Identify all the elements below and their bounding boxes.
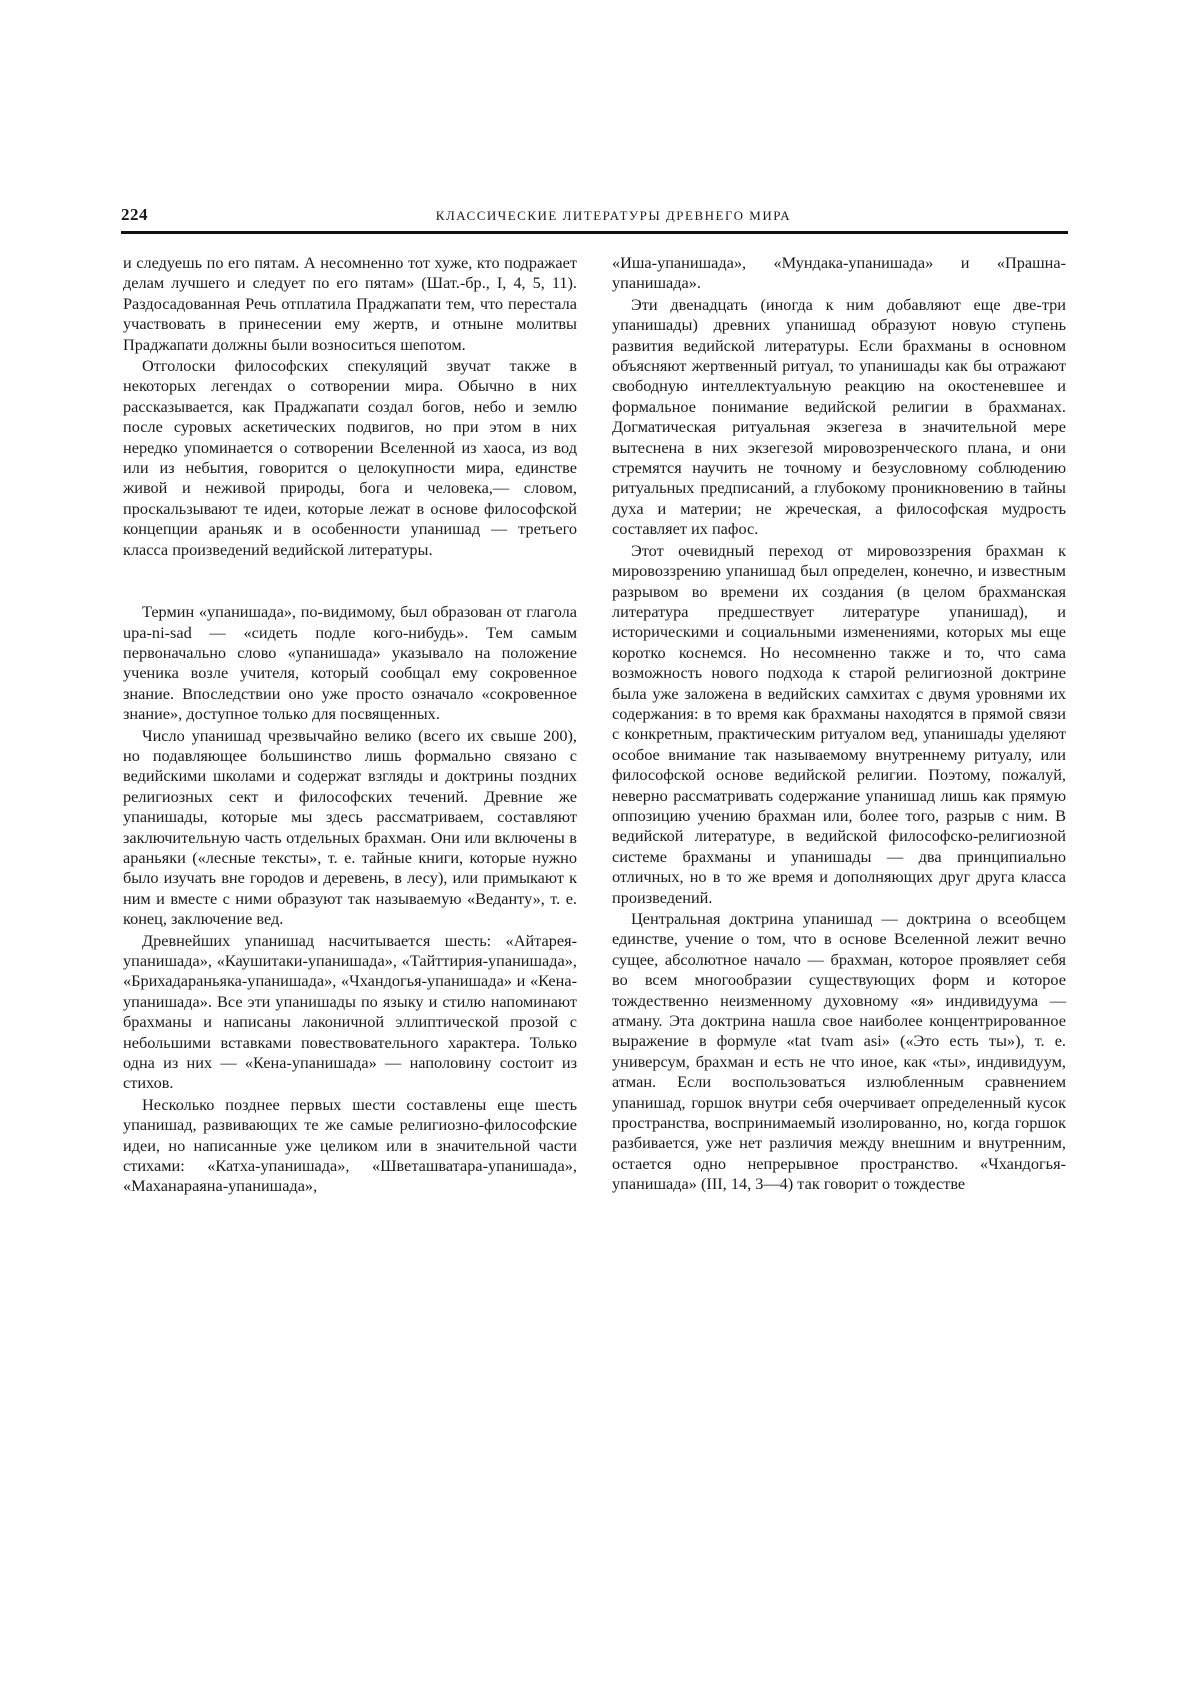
paragraph: Термин «упанишада», по-видимому, был образован от глагола upa-ni-sad — «сидеть подле кого-нибудь». Тем самым первоначально слово «упанишада» указывало на положение ученика возле учителя, который сообщал ему сокровенное знание. Впоследствии оно уже просто означало «сокровенное знание», доступное только для посвященных.: [123, 602, 577, 724]
paragraph: Отголоски философских спекуляций звучат также в некоторых легендах о сотворении мира. Обычно в них рассказывается, как Праджапати создал богов, небо и землю после суровых аскетических подвигов, но при этом в них нередко упоминается о сотворении Вселенной из хаоса, из вод или из небытия, говорится о целокупности мира, единстве живой и неживой природы, бога и человека,— словом, проскальзывают те идеи, которые лежат в основе философской концепции араньяк и в особенности упанишад — третьего класса произведений ведийской литературы.: [123, 356, 577, 559]
paragraph: Несколько позднее первых шести составлены еще шесть упанишад, развивающих те же самые религиозно-философские идеи, но написанные уже целиком или в значительной части стихами: «Катха-упанишада», «Шветашватара-упанишада», «Маханараяна-упанишада»,: [123, 1094, 577, 1196]
header-rule: [121, 231, 1068, 234]
page-header: [121, 203, 1066, 231]
page-number: 224: [121, 205, 148, 224]
paragraph: Эти двенадцать (иногда к ним добавляют еще две-три упанишады) древних упанишад образуют новую ступень развития ведийской литературы. Если брахманы в основном объясняют жертвенный ритуал, то упанишады как бы отражают свободную интеллектуальную реакцию на окостеневшее и формальное понимание ведийской религии в брахманах. Догматическая ритуальная экзегеза в значительной мере вытеснена в них экзегезой мировозренческого плана, и они стремятся научить не точному и безусловному соблюдению ритуальных предписаний, а глубокому проникновению в тайны духа и материи; не жреческая, а философская мудрость составляет их пафос.: [612, 294, 1066, 539]
paragraph: Этот очевидный переход от мировоззрения брахман к мировоззрению упанишад был определен, конечно, и известным разрывом во времени их создания (в целом брахманская литература предшествует литературе упанишад), и историческими и социальными изменениями, которых мы еще коротко коснемся. Но несомненно также и то, что сама возможность нового подхода к старой религиозной доктрине была уже заложена в ведийских самхитах с двумя уровнями их содержания: в то время как брахманы находятся в прямой связи с конкретным, практическим ритуалом вед, упанишады уделяют особое внимание так называемому внутреннему ритуалу, или философской основе ведийской религии. Поэтому, пожалуй, неверно рассматривать содержание упанишад лишь как прямую оппозицию учению брахман или, более того, разрыв с ним. В ведийской литературе, в ведийской философско-религиозной системе брахманы и упанишады — два принципиально отличных, но в то же время и дополняющих друг друга класса произведений.: [612, 540, 1066, 907]
right-column: [612, 253, 1066, 1195]
paragraph: «Иша-упанишада», «Мундака-упанишада» и «Прашна-упанишада».: [612, 253, 1066, 293]
section-break: [123, 560, 577, 602]
paragraph: Число упанишад чрезвычайно велико (всего их свыше 200), но подавляющее большинство лишь формально связано с ведийскими школами и содержат взгляды и доктрины поздних религиозных сект и философских течений. Древние же упанишады, которые мы здесь рассматриваем, составляют заключительную часть отдельных брахман. Они или включены в араньяки («лесные тексты», т. е. тайные книги, которые нужно было изучать вне городов и деревень, в лесу), или примыкают к ним и вместе с ними образуют так называемую «Веданту», т. е. конец, заключение вед.: [123, 725, 577, 929]
paragraph: и следуешь по его пятам. А несомненно тот хуже, кто подражает делам лучшего и следует по его пятам» (Шат.-бр., I, 4, 5, 11). Раздосадованная Речь отплатила Праджапати тем, что перестала участвовать в принесении ему жертв, и отныне молитвы Праджапати должны были возноситься шепотом.: [123, 253, 577, 354]
left-column: [123, 253, 577, 1197]
paragraph: Древнейших упанишад насчитывается шесть: «Айтарея-упанишада», «Каушитаки-упанишада», «Тайттирия-упанишада», «Брихадараньяка-упанишада», «Чхандогья-упанишада» и «Кена-упанишада». Все эти упанишады по языку и стилю напоминают брахманы и написаны лаконичной эллиптической прозой с небольшими вставками повествовательного характера. Только одна из них — «Кена-упанишада» — наполовину состоит из стихов.: [123, 930, 577, 1093]
paragraph: Центральная доктрина упанишад — доктрина о всеобщем единстве, учение о том, что в основе Вселенной лежит вечно сущее, абсолютное начало — брахман, которое проявляет себя во всем многообразии существующих форм и которое тождественно неизменному духовному «я» индивидуума — атману. Эта доктрина нашла свое наиболее концентрированное выражение в формуле «tat tvam asi» («Это есть ты»), т. е. универсум, брахман и есть не что иное, как «ты», индивидуум, атман. Если воспользоваться излюбленным сравнением упанишад, горшок внутри себя очерчивает определенный кусок пространства, воспринимаемый изолированно, но, когда горшок разбивается, уже нет различия между внешним и внутренним, остается одно непрерывное пространство. «Чхандогья-упанишада» (III, 14, 3—4) так говорит о тождестве: [612, 909, 1066, 1194]
running-title: КЛАССИЧЕСКИЕ ЛИТЕРАТУРЫ ДРЕВНЕГО МИРА: [435, 208, 792, 223]
